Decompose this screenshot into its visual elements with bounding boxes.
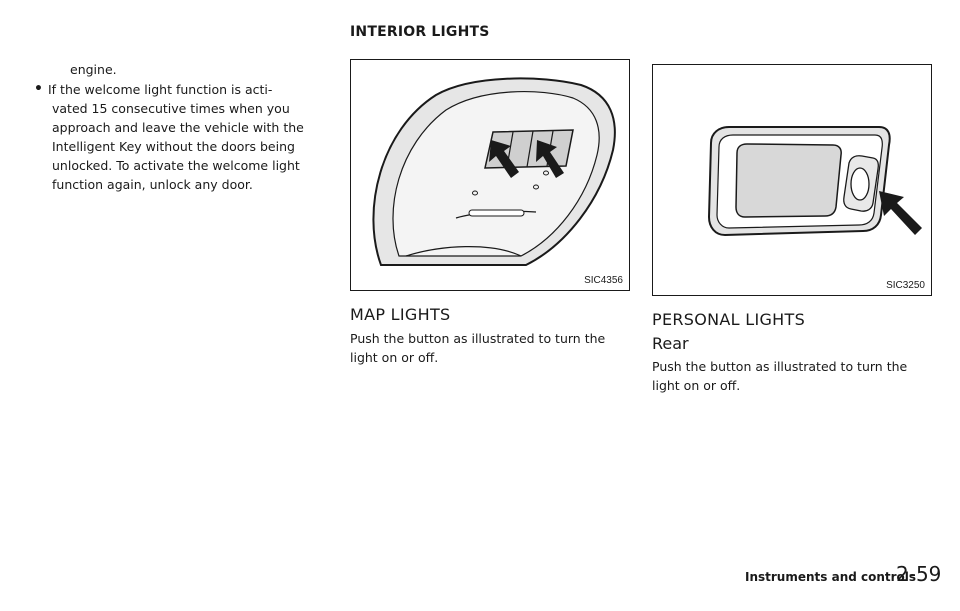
bullet-text xyxy=(48,80,332,194)
rear-subheading: Rear xyxy=(652,334,689,353)
personal-lights-heading: PERSONAL LIGHTS xyxy=(652,310,806,329)
bullet-marker: • xyxy=(34,81,43,97)
map-lights-heading: MAP LIGHTS xyxy=(350,305,451,324)
map-lights-figure xyxy=(350,59,630,291)
section-header: INTERIOR LIGHTS xyxy=(350,24,490,40)
personal-lights-illustration xyxy=(653,65,930,294)
personal-lights-figure xyxy=(652,64,932,296)
left-column xyxy=(32,60,332,194)
personal-lights-body: Push the button as illustrated to turn the light on or off. xyxy=(652,359,908,393)
figure-code: SIC3250 xyxy=(886,280,925,291)
bullet-text-first-line: If the welcome light function is acti- xyxy=(48,82,273,97)
figure-code: SIC4356 xyxy=(584,275,623,286)
map-lights-body: Push the button as illustrated to turn the light on or off. xyxy=(350,331,606,365)
bullet-item xyxy=(32,80,332,194)
continuation-text: engine. xyxy=(70,62,117,77)
map-lights-illustration xyxy=(351,60,628,289)
page-number: 2-59 xyxy=(896,562,942,586)
bullet-text-rest: vated 15 consecutive times when you approach and leave the vehicle with the Intelligent Key without the doors being unlocked. To activate the welcome light function again, unlock any door. xyxy=(52,101,304,192)
footer-section-label: Instruments and controls xyxy=(745,570,917,584)
